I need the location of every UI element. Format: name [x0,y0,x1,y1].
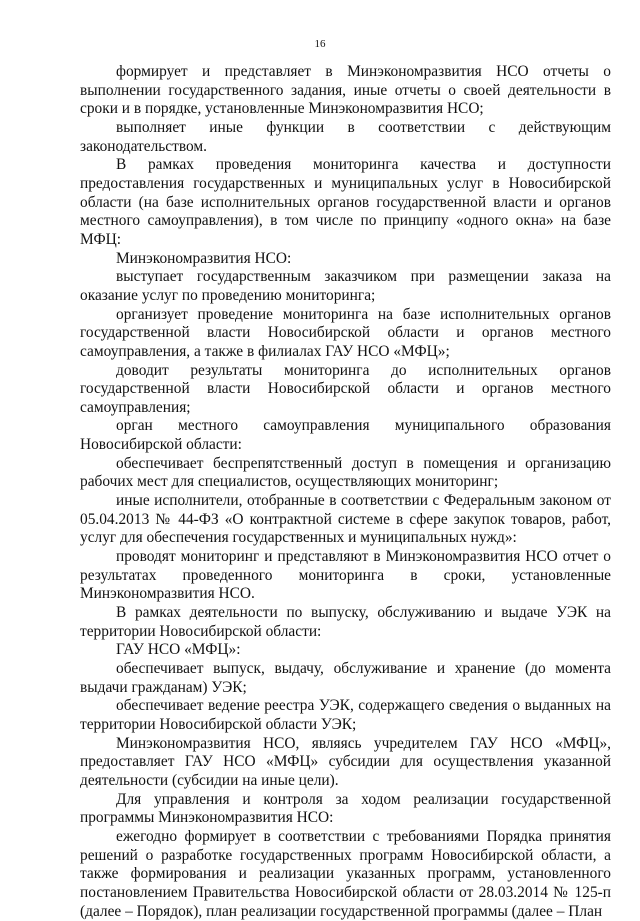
paragraph: проводят мониторинг и представляют в Минэкономразвития НСО отчет о результатах проведенного мониторинга в сроки, установленные Минэкономразвития НСО. [80,548,611,603]
paragraph: обеспечивает выпуск, выдачу, обслуживание и хранение (до момента выдачи гражданам) УЭК; [80,660,611,696]
paragraph: Минэкономразвития НСО: [116,249,292,267]
paragraph: ежегодно формирует в соответствии с требованиями Порядка принятия решений о разработке государственных программ Новосибирской области, а также формирования и реализации указанных программ, установленного постановлением Правительства Новосибирской области от 28.03.2014 № 125-п (далее – Порядок), план реализации государственной программы (далее – План [80,827,611,920]
paragraph: формирует и представляет в Минэкономразвития НСО отчеты о выполнении государственного задания, иные отчеты о своей деятельности в сроки и в порядке, установленные Минэкономразвития НСО; [80,63,611,118]
paragraph: Для управления и контроля за ходом реализации государственной программы Минэкономразвития НСО: [80,790,611,827]
paragraph: выполняет иные функции в соответствии с действующим законодательством. [80,118,611,155]
paragraph: доводит результаты мониторинга до исполнительных органов государственной власти Новосибирской области и органов местного самоуправления; [80,361,611,416]
paragraph: орган местного самоуправления муниципального образования Новосибирской области: [80,417,611,454]
paragraph: В рамках проведения мониторинга качества и доступности предоставления государственных и муниципальных услуг в Новосибирской области (на базе исполнительных органов государственной власти и органов местного самоуправления), в том числе по принципу «одного окна» на базе МФЦ: [80,156,611,248]
paragraph: В рамках деятельности по выпуску, обслуживанию и выдаче УЭК на территории Новосибирской области: [80,604,611,640]
document-body [80,63,611,921]
paragraph: иные исполнители, отобранные в соответствии с Федеральным законом от 05.04.2013 № 44-ФЗ «О контрактной системе в сфере закупок товаров, работ, услуг для обеспечения государственных и муниципальных нужд»: [80,492,611,547]
paragraph: выступает государственным заказчиком при размещении заказа на оказание услуг по проведению мониторинга; [80,268,611,304]
paragraph: Минэкономразвития НСО, являясь учредителем ГАУ НСО «МФЦ», предоставляет ГАУ НСО «МФЦ» субсидии для осуществления указанной деятельности (субсидии на иные цели). [80,734,611,789]
paragraph: обеспечивает беспрепятственный доступ в помещения и организацию рабочих мест для специалистов, осуществляющих мониторинг; [80,454,611,491]
paragraph: обеспечивает ведение реестра УЭК, содержащего сведения о выданных на территории Новосибирской области УЭК; [80,697,611,733]
paragraph: ГАУ НСО «МФЦ»: [116,641,241,659]
paragraph: организует проведение мониторинга на базе исполнительных органов государственной власти Новосибирской области и органов местного самоуправления, а также в филиалах ГАУ НСО «МФЦ»; [80,305,611,360]
page-number: 16 [314,38,326,50]
